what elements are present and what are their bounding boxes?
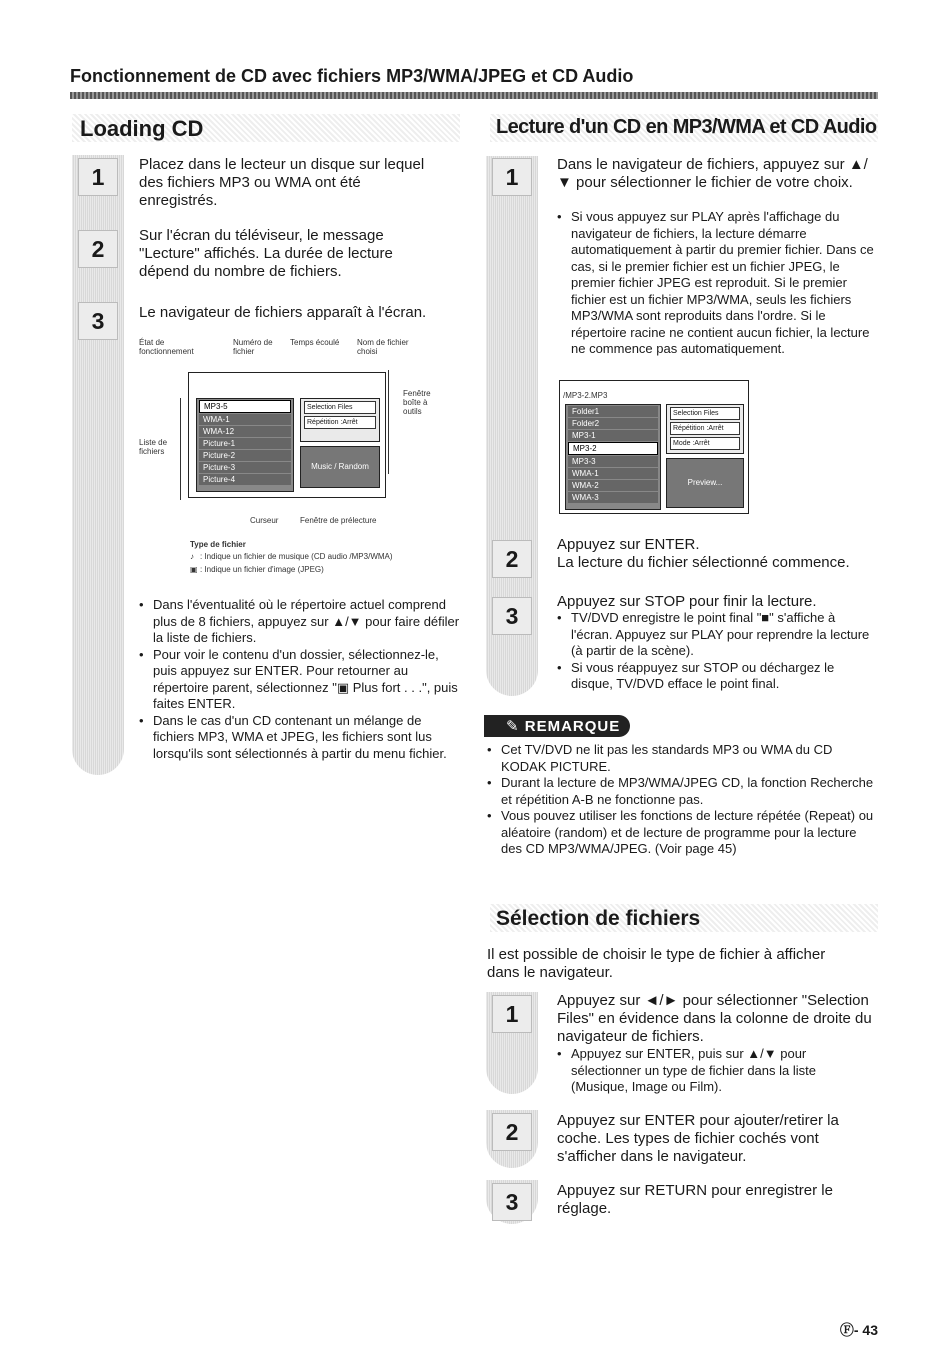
file-list-item: MP3-5 bbox=[199, 400, 291, 413]
selection-step-3-text: Appuyez sur RETURN pour enregistrer le réglage. bbox=[557, 1182, 833, 1217]
loading-step-2-number: 2 bbox=[78, 230, 118, 268]
file-list-item: Picture-4 bbox=[199, 474, 291, 485]
preview-window bbox=[300, 446, 380, 488]
file-type-title: Type de fichier bbox=[190, 540, 246, 549]
loading-step-3-text: Le navigateur de fichiers apparaît à l'écran. bbox=[139, 304, 427, 321]
toolbox-item: Mode :Arrêt bbox=[670, 437, 740, 450]
lecture-step-3-text: Appuyez sur STOP pour finir la lecture. bbox=[557, 593, 817, 610]
loading-section-title: Loading CD bbox=[80, 116, 204, 141]
diagram-label-elapsed: Temps écoulé bbox=[290, 338, 340, 347]
lecture-step-3-number: 3 bbox=[492, 597, 532, 635]
loading-bullets bbox=[139, 597, 461, 762]
page-title: Fonctionnement de CD avec fichiers MP3/WMA/JPEG et CD Audio bbox=[70, 66, 634, 86]
list-item: • Appuyez sur ENTER, puis sur ▲/▼ pour sélectionner un type de fichier dans la liste (Musique, Image ou Film). bbox=[557, 1046, 875, 1096]
toolbox-window bbox=[300, 398, 380, 442]
file-list-item: Picture-2 bbox=[199, 450, 291, 461]
file-list-item: MP3-2 bbox=[568, 442, 658, 455]
loading-step-2-text: Sur l'écran du téléviseur, le message "Lecture" affichés. La durée de lecture dépend du nombre de fichiers. bbox=[139, 227, 393, 280]
window-bracket bbox=[388, 370, 389, 474]
list-item: • Dans l'éventualité où le répertoire actuel comprend plus de 8 fichiers, appuyez sur ▲/▼ pour faire défiler la liste de fichiers. bbox=[139, 597, 461, 647]
selection-step-2-text: Appuyez sur ENTER pour ajouter/retirer la coche. Les types de fichier cochés vont s'afficher dans le navigateur. bbox=[557, 1112, 839, 1165]
lecture-step-1-text: Dans le navigateur de fichiers, appuyez sur ▲/▼ pour sélectionner le fichier de votre choix. bbox=[557, 156, 868, 191]
lecture-step-1-number: 1 bbox=[492, 158, 532, 196]
toolbox-item: Répétition :Arrêt bbox=[304, 416, 376, 429]
file-list-item: MP3-3 bbox=[568, 456, 658, 467]
list-item: • Cet TV/DVD ne lit pas les standards MP3 ou WMA du CD KODAK PICTURE. bbox=[487, 742, 879, 775]
file-type-image: : Indique un fichier d'image (JPEG) bbox=[200, 565, 324, 574]
lecture-preview-window bbox=[666, 458, 744, 508]
lecture-file-list-panel bbox=[565, 404, 661, 510]
file-list-item: Folder1 bbox=[568, 406, 658, 417]
diagram-label-list: Liste de fichiers bbox=[139, 438, 168, 456]
file-list-item: WMA-1 bbox=[199, 414, 291, 425]
image-file-icon: ▣ bbox=[190, 565, 198, 574]
lecture-step-2-line-2: La lecture du fichier sélectionné commence. bbox=[557, 554, 850, 571]
lecture-step-2-number: 2 bbox=[492, 540, 532, 578]
file-list-item: WMA-2 bbox=[568, 480, 658, 491]
diagram-label-state: État de fonctionnement bbox=[139, 338, 194, 356]
diagram-label-file-number: Numéro de fichier bbox=[233, 338, 273, 356]
lecture-toolbox-window bbox=[666, 404, 744, 454]
list-item: • Dans le cas d'un CD contenant un mélange de fichiers MP3, WMA et JPEG, les fichiers sont lus lorsqu'ils sont sélectionnés à partir du menu fichier. bbox=[139, 713, 461, 763]
lecture-path-line: /MP3-2.MP3 bbox=[563, 391, 608, 400]
toolbox-item: Selection Files bbox=[304, 401, 376, 414]
file-list-item: MP3-1 bbox=[568, 430, 658, 441]
selection-intro: Il est possible de choisir le type de fichier à afficher dans le navigateur. bbox=[487, 946, 826, 981]
file-type-music: : Indique un fichier de musique (CD audio /MP3/WMA) bbox=[200, 552, 393, 561]
file-list-panel bbox=[196, 398, 294, 492]
note-badge bbox=[484, 715, 630, 737]
file-list-item: WMA-1 bbox=[568, 468, 658, 479]
list-item: • Pour voir le contenu d'un dossier, sélectionnez-le, puis appuyez sur ENTER. Pour retourner au répertoire parent, sélectionnez "▣ Plus fort . . .", puis faites ENTER. bbox=[139, 647, 461, 713]
page-number: Ⓕ- 43 bbox=[839, 1322, 878, 1338]
lecture-step-2-line-1: Appuyez sur ENTER. bbox=[557, 536, 700, 553]
loading-step-1-number: 1 bbox=[78, 158, 118, 196]
file-list-item: WMA-3 bbox=[568, 492, 658, 503]
preview-text: Music / Random bbox=[311, 462, 369, 471]
list-item: • Si vous réappuyez sur STOP ou déchargez le disque, TV/DVD efface le point final. bbox=[557, 660, 875, 693]
preview-text: Preview... bbox=[687, 478, 723, 487]
selection-step-1-bullets bbox=[557, 1046, 875, 1096]
list-bracket bbox=[180, 398, 181, 500]
list-item: • Vous pouvez utiliser les fonctions de lecture répétée (Repeat) ou aléatoire (random) et de lecture de programme pour la lecture des CD MP3/WMA/JPEG. (Voir page 45) bbox=[487, 808, 879, 858]
selection-step-1-number: 1 bbox=[492, 995, 532, 1033]
file-list-item: Picture-3 bbox=[199, 462, 291, 473]
list-item: • Si vous appuyez sur PLAY après l'affichage du navigateur de fichiers, la lecture démarre automatiquement à partir du premier fichier. Dans ce cas, si le premier fichier est un fichier JPEG, le premier fichier JPEG est reproduit. Si le premier fichier est un fichier MP3/WMA, seuls les fichiers MP3/WMA sont reproduits dans l'ordre. Si le répertoire racine ne contient aucun fichier, la lecture ne commence pas automatiquement. bbox=[557, 209, 875, 358]
music-note-icon: ♪ bbox=[190, 552, 194, 561]
list-item: • TV/DVD enregistre le point final "■" s'affiche à l'écran. Appuyez sur PLAY pour reprendre la lecture (à partir de la scène). bbox=[557, 610, 875, 660]
loading-step-1-text: Placez dans le lecteur un disque sur lequel des fichiers MP3 ou WMA ont été enregistrés. bbox=[139, 156, 425, 209]
note-bullets bbox=[487, 742, 879, 858]
header-rule bbox=[70, 92, 878, 99]
selection-step-2-number: 2 bbox=[492, 1113, 532, 1151]
lecture-section-title: Lecture d'un CD en MP3/WMA et CD Audio bbox=[496, 116, 877, 138]
file-list-item: Picture-1 bbox=[199, 438, 291, 449]
lecture-step-3-bullets bbox=[557, 610, 875, 693]
lecture-step-1-bullets bbox=[557, 209, 875, 358]
selection-section-title: Sélection de fichiers bbox=[496, 907, 701, 930]
toolbox-item: Répétition :Arrêt bbox=[670, 422, 740, 435]
toolbox-item: Selection Files bbox=[670, 407, 740, 420]
loading-step-3-number: 3 bbox=[78, 302, 118, 340]
selection-step-1-text: Appuyez sur ◄/► pour sélectionner "Selection Files" en évidence dans la colonne de droite du navigateur de fichiers. bbox=[557, 992, 872, 1045]
selection-step-3-number: 3 bbox=[492, 1183, 532, 1221]
pencil-icon: ✎ bbox=[506, 718, 525, 735]
note-label: REMARQUE bbox=[524, 718, 621, 735]
file-list-item: Folder2 bbox=[568, 418, 658, 429]
list-item: • Durant la lecture de MP3/WMA/JPEG CD, la fonction Recherche et répétition A-B ne fonctionne pas. bbox=[487, 775, 879, 808]
file-list-item: WMA-12 bbox=[199, 426, 291, 437]
diagram-label-cursor: Curseur bbox=[250, 516, 279, 525]
diagram-label-preview: Fenêtre de prélecture bbox=[300, 516, 377, 525]
diagram-label-window: Fenêtre boîte à outils bbox=[403, 389, 431, 416]
diagram-label-file-name: Nom de fichier choisi bbox=[357, 338, 409, 356]
